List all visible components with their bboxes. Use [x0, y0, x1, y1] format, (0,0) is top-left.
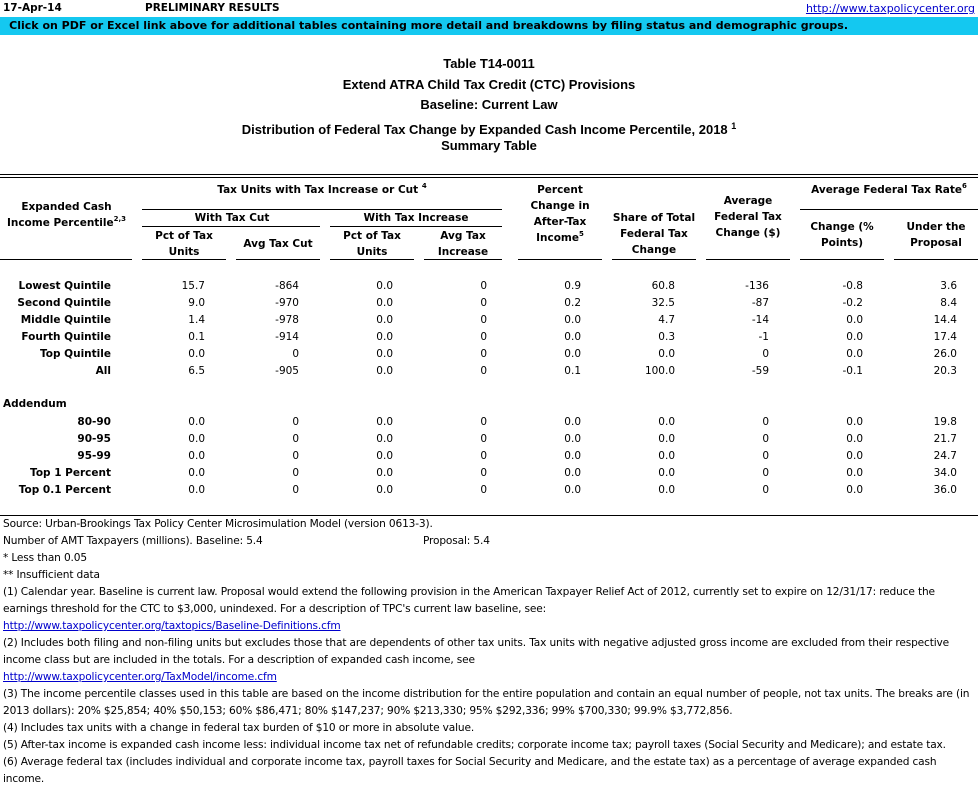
income-definition-link[interactable]: http://www.taxpolicycenter.org/TaxModel/income.cfm: [3, 671, 277, 683]
release-date: 17-Apr-14: [3, 2, 62, 14]
row-label: Top 1 Percent: [30, 467, 111, 479]
source-note: Source: Urban-Brookings Tax Policy Center Microsimulation Model (version 0613-3).: [3, 518, 433, 530]
cell-inc-avg: 0: [480, 433, 487, 445]
rule-cut-avg: [236, 259, 320, 260]
cell-rate-change: 0.0: [846, 331, 863, 343]
rule-income-group: [0, 259, 132, 260]
cell-share: 0.0: [658, 484, 675, 496]
cell-cut-avg: 0: [292, 433, 299, 445]
header-pct-change-after-tax: [518, 182, 602, 246]
rule-cut-pct: [142, 259, 226, 260]
cell-inc-pct: 0.0: [376, 314, 393, 326]
row-label: All: [95, 365, 111, 377]
cell-cut-avg: 0: [292, 348, 299, 360]
cell-avg-change: 0: [762, 450, 769, 462]
table-row: [0, 278, 978, 295]
header-inc-pct: Pct of Tax Units: [343, 230, 401, 258]
cell-cut-pct: 0.1: [188, 331, 205, 343]
cell-pct-after-tax: 0.0: [564, 433, 581, 445]
rule-with-tax-increase: [330, 226, 502, 227]
table-description: [0, 116, 978, 137]
rule-rate-change: [800, 259, 884, 260]
addendum-label: Addendum: [3, 398, 67, 410]
cell-rate-change: 0.0: [846, 314, 863, 326]
cell-rate-change: -0.8: [842, 280, 863, 292]
cell-inc-avg: 0: [480, 297, 487, 309]
cell-pct-after-tax: 0.0: [564, 450, 581, 462]
cell-share: 0.0: [658, 467, 675, 479]
header-rate-change: Change (% Points): [810, 221, 874, 249]
header-tax-units-text: Tax Units with Tax Increase or Cut: [217, 184, 419, 196]
cell-cut-avg: -914: [275, 331, 299, 343]
header-cut-pct: Pct of Tax Units: [155, 230, 213, 258]
cell-rate-under: 26.0: [933, 348, 957, 360]
site-link[interactable]: http://www.taxpolicycenter.org: [805, 2, 975, 15]
header-tax-units-group: [142, 182, 502, 198]
cell-share: 4.7: [658, 314, 675, 326]
amt-baseline: Number of AMT Taxpayers (millions). Baseline: 5.4: [3, 535, 263, 547]
cell-cut-pct: 6.5: [188, 365, 205, 377]
header-income-group: [0, 199, 133, 231]
row-label: Fourth Quintile: [21, 331, 111, 343]
cell-rate-change: -0.1: [842, 365, 863, 377]
cell-share: 0.0: [658, 416, 675, 428]
table-row: [0, 346, 978, 363]
top-bar: [0, 0, 978, 17]
header-avg-rate-group: [800, 182, 978, 198]
cell-inc-pct: 0.0: [376, 365, 393, 377]
cell-cut-pct: 0.0: [188, 484, 205, 496]
less-than-note: * Less than 0.05: [3, 552, 87, 564]
cell-cut-pct: 9.0: [188, 297, 205, 309]
cell-cut-avg: -978: [275, 314, 299, 326]
cell-inc-avg: 0: [480, 484, 487, 496]
cell-rate-under: 20.3: [933, 365, 957, 377]
cell-cut-pct: 1.4: [188, 314, 205, 326]
header-tax-units-note: 4: [421, 182, 427, 190]
rule-avg-rate-group: [800, 209, 978, 210]
cell-avg-change: 0: [762, 348, 769, 360]
cell-inc-pct: 0.0: [376, 348, 393, 360]
cell-inc-pct: 0.0: [376, 416, 393, 428]
banner-text: Click on PDF or Excel link above for additional tables containing more detail and breakdowns by filing status and demographic groups.: [9, 19, 848, 32]
cell-rate-under: 34.0: [933, 467, 957, 479]
cell-pct-after-tax: 0.0: [564, 484, 581, 496]
footnotes: [3, 516, 975, 788]
footnote-2: (2) Includes both filing and non-filing units but excludes those that are dependents of other tax units. Tax units with negative adjusted gross income are excluded from their respective income class but are included in the totals. For a description of expanded cash income, see: [3, 637, 950, 666]
info-banner: [0, 17, 978, 35]
rule-inc-pct: [330, 259, 414, 260]
cell-rate-change: 0.0: [846, 450, 863, 462]
cell-cut-pct: 15.7: [181, 280, 205, 292]
row-label: Top Quintile: [40, 348, 111, 360]
footnote-4: (4) Includes tax units with a change in federal tax burden of $10 or more in absolute value.: [3, 722, 475, 734]
header-cut-avg: Avg Tax Cut: [243, 238, 313, 250]
cell-rate-under: 36.0: [933, 484, 957, 496]
cell-pct-after-tax: 0.2: [564, 297, 581, 309]
row-label: Lowest Quintile: [18, 280, 111, 292]
table-row: [0, 482, 978, 499]
cell-inc-pct: 0.0: [376, 450, 393, 462]
double-rule-top-b: [0, 177, 978, 178]
table-baseline: Baseline: Current Law: [420, 97, 558, 112]
cell-pct-after-tax: 0.1: [564, 365, 581, 377]
cell-rate-under: 17.4: [933, 331, 957, 343]
table-row: [0, 431, 978, 448]
cell-inc-pct: 0.0: [376, 280, 393, 292]
cell-inc-pct: 0.0: [376, 484, 393, 496]
cell-rate-under: 21.7: [933, 433, 957, 445]
amt-note: [3, 533, 975, 550]
cell-cut-pct: 0.0: [188, 433, 205, 445]
row-label: 95-99: [77, 450, 111, 462]
rule-pct-change: [518, 259, 602, 260]
amt-proposal: Proposal: 5.4: [423, 535, 490, 547]
cell-cut-avg: 0: [292, 416, 299, 428]
header-pct-change-text: Percent Change in After-Tax Income: [530, 184, 590, 244]
cell-cut-avg: -864: [275, 280, 299, 292]
rule-with-tax-cut: [142, 226, 320, 227]
row-label: 90-95: [77, 433, 111, 445]
footnote-3: (3) The income percentile classes used in this table are based on the income distribution for the entire population and contain an equal number of people, not tax units. The breaks are (in 2013 dollars): 20% $25,854; 40% $50,153; 60% $86,471; 80% $147,237; 90% $213,330; 95% $292,336; 99% $700,330; 99.9% $3,772,856.: [3, 688, 970, 717]
cell-avg-change: -59: [751, 365, 769, 377]
footnote-5: (5) After-tax income is expanded cash income less: individual income tax net of refundable credits; corporate income tax; payroll taxes (Social Security and Medicare); and estate tax.: [3, 739, 946, 751]
cell-pct-after-tax: 0.0: [564, 348, 581, 360]
table-row: [0, 414, 978, 431]
cell-rate-under: 3.6: [940, 280, 957, 292]
cell-inc-pct: 0.0: [376, 297, 393, 309]
cell-rate-change: 0.0: [846, 433, 863, 445]
status-label: PRELIMINARY RESULTS: [145, 2, 280, 14]
table-row: [0, 312, 978, 329]
cell-pct-after-tax: 0.0: [564, 314, 581, 326]
row-label: 80-90: [77, 416, 111, 428]
cell-inc-pct: 0.0: [376, 467, 393, 479]
cell-avg-change: 0: [762, 433, 769, 445]
cell-inc-avg: 0: [480, 314, 487, 326]
double-rule-top-a: [0, 174, 978, 175]
cell-avg-change: -1: [758, 331, 769, 343]
cell-rate-change: 0.0: [846, 467, 863, 479]
insufficient-note: ** Insufficient data: [3, 569, 100, 581]
cell-pct-after-tax: 0.0: [564, 416, 581, 428]
table-row: [0, 295, 978, 312]
row-label: Middle Quintile: [20, 314, 111, 326]
header-avg-change: Average Federal Tax Change ($): [714, 195, 782, 239]
table-subtitle: Summary Table: [441, 138, 537, 153]
cell-share: 0.0: [658, 348, 675, 360]
cell-share: 60.8: [651, 280, 675, 292]
cell-share: 32.5: [651, 297, 675, 309]
cell-cut-pct: 0.0: [188, 450, 205, 462]
cell-cut-pct: 0.0: [188, 467, 205, 479]
description-text: Distribution of Federal Tax Change by Expanded Cash Income Percentile, 2018: [241, 121, 728, 137]
table-titles: [0, 54, 978, 157]
cell-rate-under: 14.4: [933, 314, 957, 326]
description-note: 1: [731, 120, 737, 131]
cell-inc-avg: 0: [480, 280, 487, 292]
cell-inc-avg: 0: [480, 416, 487, 428]
rule-avg-change: [706, 259, 790, 260]
cell-cut-avg: -905: [275, 365, 299, 377]
cell-inc-avg: 0: [480, 365, 487, 377]
header-avg-rate-note: 6: [962, 182, 967, 190]
header-avg-rate-text: Average Federal Tax Rate: [811, 184, 963, 196]
cell-rate-under: 24.7: [933, 450, 957, 462]
cell-avg-change: 0: [762, 467, 769, 479]
header-share-total: Share of Total Federal Tax Change: [612, 212, 696, 256]
cell-rate-change: -0.2: [842, 297, 863, 309]
cell-rate-change: 0.0: [846, 348, 863, 360]
table-row: [0, 465, 978, 482]
header-pct-change-note: 5: [579, 230, 584, 238]
table-row: [0, 448, 978, 465]
cell-inc-avg: 0: [480, 467, 487, 479]
cell-share: 100.0: [644, 365, 675, 377]
header-with-tax-increase: With Tax Increase: [363, 212, 469, 224]
table-row: [0, 329, 978, 346]
cell-pct-after-tax: 0.9: [564, 280, 581, 292]
footnote-6: (6) Average federal tax (includes individual and corporate income tax, payroll taxes for Social Security and Medicare, and the estate tax) as a percentage of average expanded cash income.: [3, 756, 937, 785]
header-income-group-note: 2,3: [113, 215, 127, 223]
cell-rate-under: 19.8: [933, 416, 957, 428]
header-with-tax-cut: With Tax Cut: [194, 212, 270, 224]
cell-pct-after-tax: 0.0: [564, 467, 581, 479]
header-income-group-text: Expanded Cash Income Percentile: [6, 201, 114, 229]
cell-avg-change: 0: [762, 416, 769, 428]
cell-rate-change: 0.0: [846, 416, 863, 428]
cell-cut-avg: 0: [292, 484, 299, 496]
cell-avg-change: 0: [762, 484, 769, 496]
cell-rate-under: 8.4: [940, 297, 957, 309]
cell-cut-avg: -970: [275, 297, 299, 309]
cell-avg-change: -136: [745, 280, 769, 292]
table-name: Extend ATRA Child Tax Credit (CTC) Provisions: [342, 76, 636, 92]
rule-share-total: [612, 259, 696, 260]
cell-rate-change: 0.0: [846, 484, 863, 496]
header-rate-under: Under the Proposal: [906, 221, 966, 249]
row-label: Second Quintile: [17, 297, 111, 309]
footnote-1: (1) Calendar year. Baseline is current law. Proposal would extend the following provision in the American Taxpayer Relief Act of 2012, currently set to expire on 12/31/17: reduce the earnings threshold for the CTC to $3,000, unindexed. For a description of TPC's current law baseline, see:: [3, 586, 935, 615]
cell-inc-pct: 0.0: [376, 331, 393, 343]
baseline-definitions-link[interactable]: http://www.taxpolicycenter.org/taxtopics/Baseline-Definitions.cfm: [3, 620, 341, 632]
cell-avg-change: -14: [751, 314, 769, 326]
rule-inc-avg: [424, 259, 502, 260]
cell-share: 0.0: [658, 450, 675, 462]
cell-inc-avg: 0: [480, 348, 487, 360]
cell-cut-pct: 0.0: [188, 416, 205, 428]
row-label: Top 0.1 Percent: [18, 484, 111, 496]
header-inc-avg: Avg Tax Increase: [437, 230, 489, 258]
cell-cut-avg: 0: [292, 467, 299, 479]
cell-cut-avg: 0: [292, 450, 299, 462]
table-id: Table T14-0011: [443, 56, 535, 71]
cell-pct-after-tax: 0.0: [564, 331, 581, 343]
cell-inc-pct: 0.0: [376, 433, 393, 445]
cell-inc-avg: 0: [480, 450, 487, 462]
table-row: [0, 363, 978, 380]
rule-rate-under: [894, 259, 978, 260]
cell-avg-change: -87: [751, 297, 769, 309]
cell-share: 0.0: [658, 433, 675, 445]
cell-inc-avg: 0: [480, 331, 487, 343]
cell-cut-pct: 0.0: [188, 348, 205, 360]
cell-share: 0.3: [658, 331, 675, 343]
